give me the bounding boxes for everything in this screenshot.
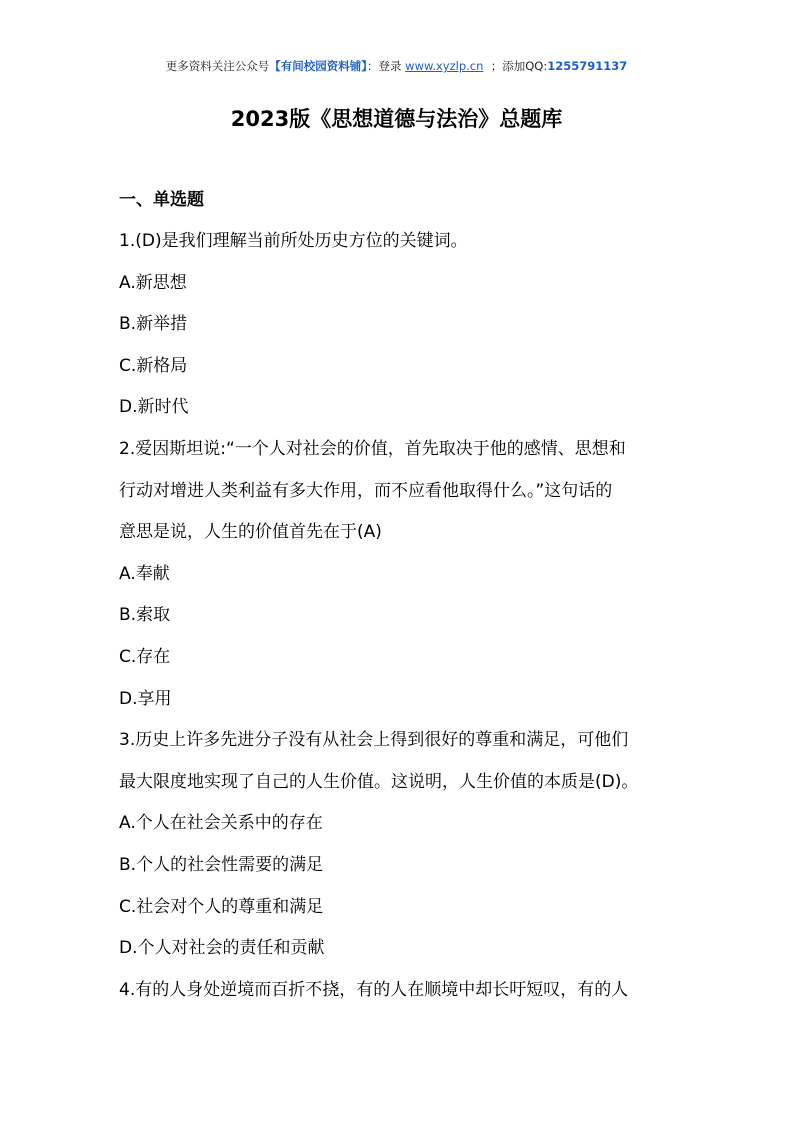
promo-header bbox=[0, 58, 793, 74]
question-text-line: 1.(D)是我们理解当前所处历史方位的关键词。 bbox=[119, 231, 468, 251]
header-url-link[interactable]: www.xyzlp.cn bbox=[405, 59, 484, 73]
question-text-line: 意思是说，人生的价值首先在于(A) bbox=[119, 522, 382, 543]
question-text-line: 最大限度地实现了自己的人生价值。这说明，人生价值的本质是(D)。 bbox=[119, 771, 639, 792]
header-qq-number: 1255791137 bbox=[547, 59, 628, 73]
answer-option-c: C.社会对个人的尊重和满足 bbox=[119, 896, 324, 917]
question-3 bbox=[119, 726, 679, 976]
question-4 bbox=[119, 976, 679, 1018]
question-1 bbox=[119, 227, 679, 435]
answer-option-a: A.新思想 bbox=[119, 272, 187, 293]
header-prefix: 更多资料关注公众号 bbox=[165, 59, 270, 73]
answer-option-d: D.享用 bbox=[119, 688, 172, 709]
question-text-line: 4.有的人身处逆境而百折不挠，有的人在顺境中却长吁短叹，有的人 bbox=[119, 979, 629, 1000]
answer-option-a: A.个人在社会关系中的存在 bbox=[119, 813, 323, 834]
question-text-line: 3.历史上许多先进分子没有从社会上得到很好的尊重和满足，可他们 bbox=[119, 730, 629, 751]
answer-option-a: A.奉献 bbox=[119, 563, 170, 584]
answer-option-c: C.存在 bbox=[119, 646, 171, 667]
header-qq-label: ；添加QQ: bbox=[490, 59, 548, 73]
answer-option-b: B.索取 bbox=[119, 605, 171, 626]
header-account: 【有间校园资料铺】 bbox=[269, 59, 368, 73]
document-title: 2023版《思想道德与法治》总题库 bbox=[230, 107, 563, 131]
section-heading: 一、单选题 bbox=[119, 190, 204, 210]
answer-option-b: B.新举措 bbox=[119, 314, 188, 335]
answer-option-d: D.个人对社会的责任和贡献 bbox=[119, 938, 325, 959]
answer-option-b: B.个人的社会性需要的满足 bbox=[119, 854, 324, 875]
answer-option-d: D.新时代 bbox=[119, 397, 189, 418]
question-text-line: 行动对增进人类利益有多大作用，而不应看他取得什么。”这句话的 bbox=[119, 480, 613, 501]
question-bank bbox=[119, 186, 679, 1017]
question-2 bbox=[119, 435, 679, 726]
question-text-line: 2.爱因斯坦说:“一个人对社会的价值，首先取决于他的感情、思想和 bbox=[119, 438, 626, 459]
header-login-label: ：登录 bbox=[367, 59, 402, 73]
answer-option-c: C.新格局 bbox=[119, 355, 188, 376]
